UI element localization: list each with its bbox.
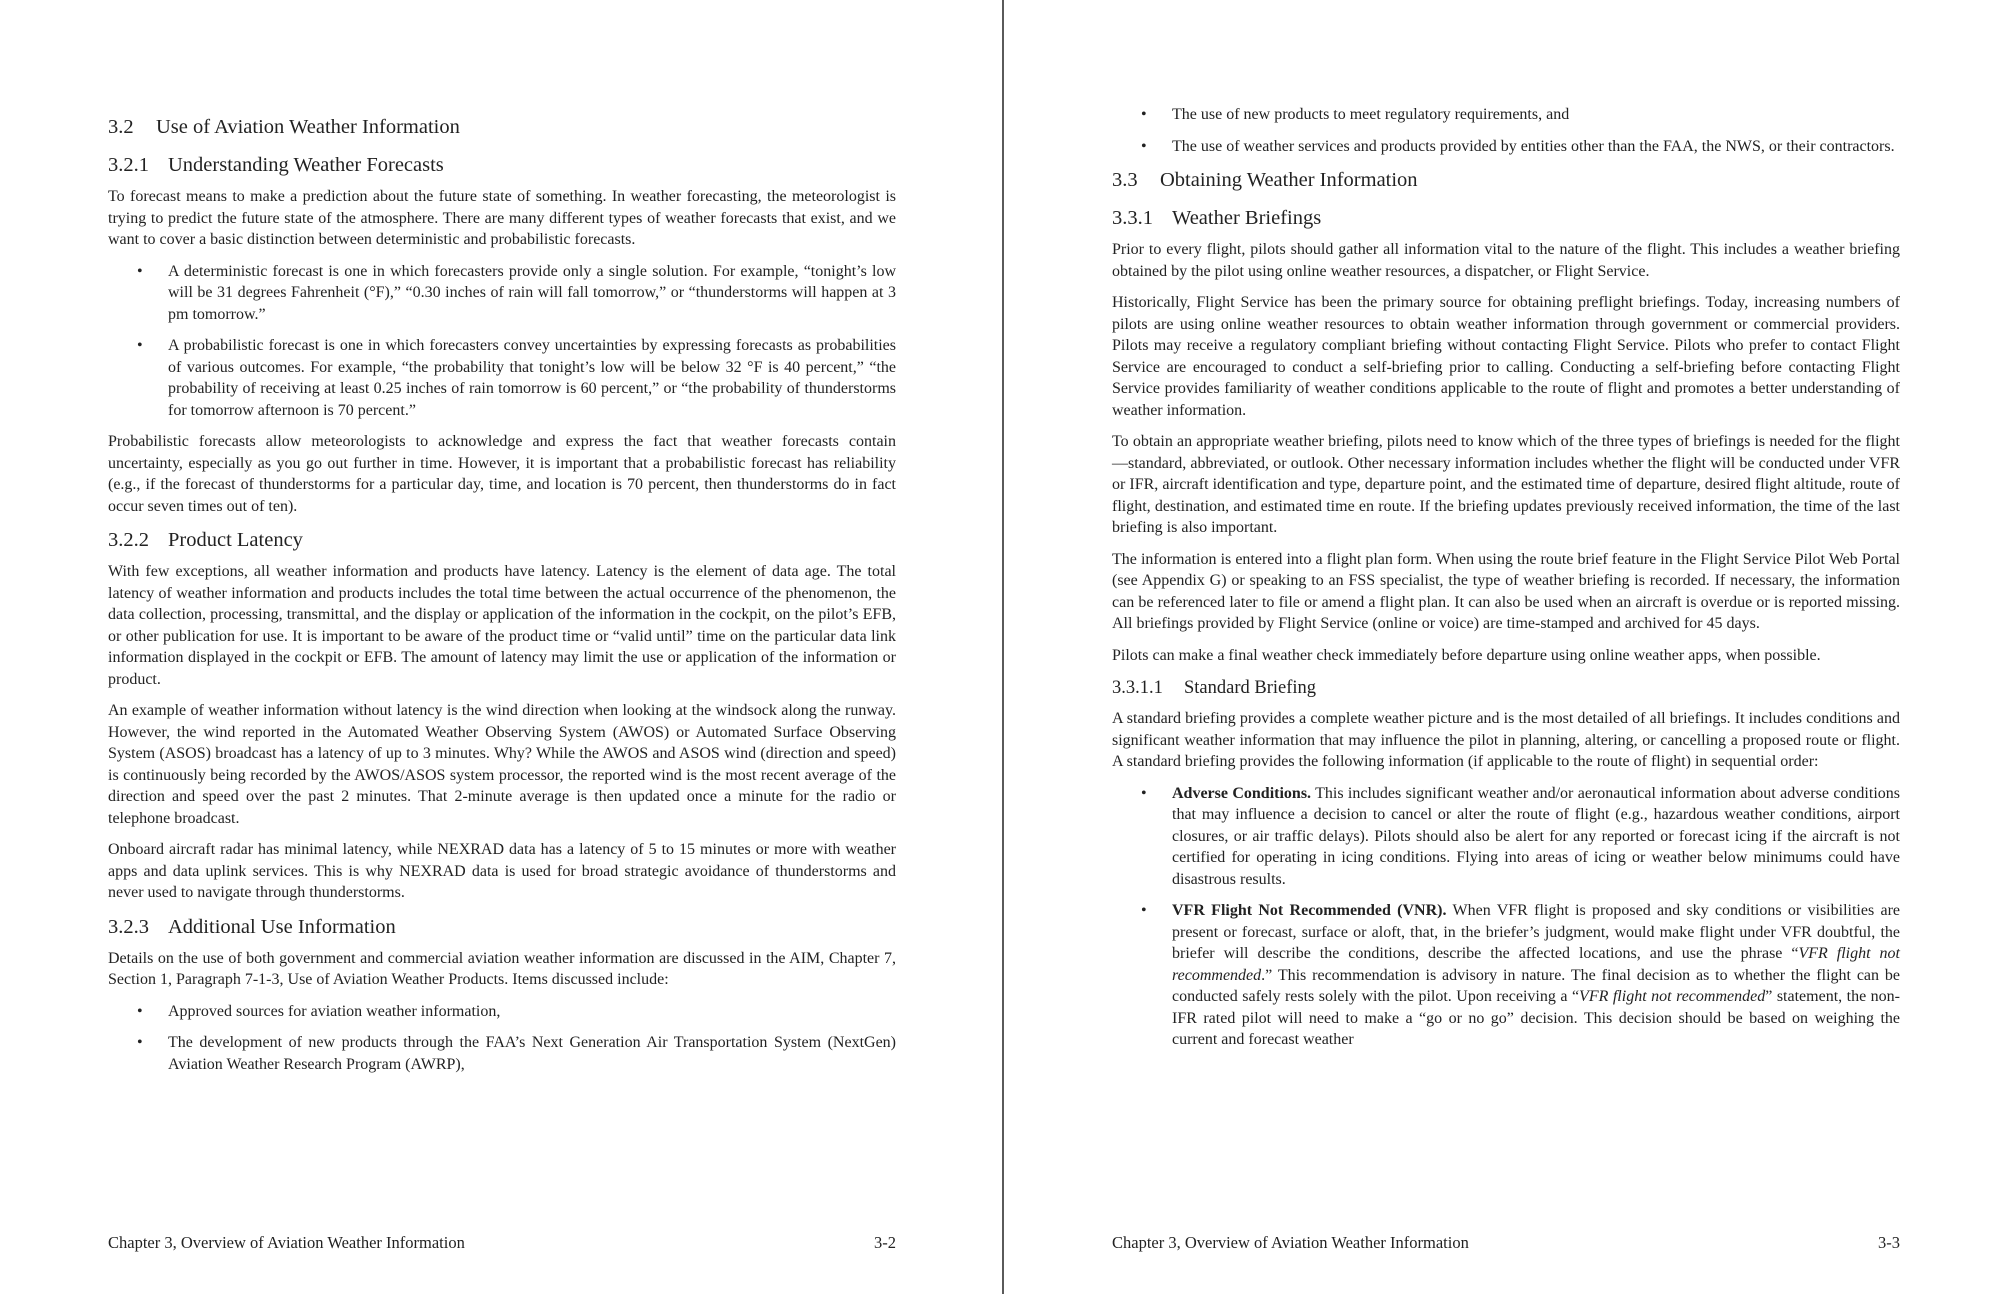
list-item: • The use of new products to meet regulatory requirements, and: [1112, 104, 1900, 126]
bullet-list: [1112, 783, 1900, 1051]
section-heading-3-2: [108, 114, 896, 140]
paragraph: Historically, Flight Service has been the primary source for obtaining preflight briefings. Today, increasing numbers of pilots are using online weather resources to obtain weather information through government or commercial providers. Pilots may receive a regulatory compliant briefing without contacting Flight Service. Pilots who prefer to contact Flight Service are encouraged to conduct a self-briefing prior to calling. Conducting a self-briefing before contacting Flight Service provides familiarity of weather conditions applicable to the route of flight and promotes a better understanding of weather information.: [1112, 294, 1900, 419]
paragraph: An example of weather information without latency is the wind direction when looking at the windsock along the runway. However, the wind reported in the Automated Weather Observing System (AWOS) or Automated Surface Observing System (ASOS) broadcast has a latency of up to 3 minutes. Why? While the AWOS and ASOS wind (direction and speed) is continuously being recorded by the AWOS/ASOS system processor, the reported wind is the most recent average of the direction and speed over the past 2 minutes. That 2-minute average is then updated once a minute for the radio or telephone broadcast.: [108, 702, 896, 827]
section-title: Use of Aviation Weather Information: [156, 116, 460, 138]
section-heading-3-2-1: [108, 152, 896, 178]
paragraph: Probabilistic forecasts allow meteorologists to acknowledge and express the fact that weather forecasts contain uncertainty, especially as you go out further in time. However, it is important that a probabilistic forecast has reliability (e.g., if the forecast of thunderstorms for a particular day, time, and location is 70 percent, then thunderstorms do in fact occur seven times out of ten).: [108, 433, 896, 515]
italic-phrase: VFR flight not recommended: [1579, 988, 1766, 1005]
bullet-list: [108, 1001, 896, 1076]
page-number: 3-3: [1878, 1233, 1900, 1252]
paragraph: A standard briefing provides a complete weather picture and is the most detailed of all briefings. It includes conditions and significant weather information that may influence the pilot in planning, altering, or cancelling a proposed route or flight. A standard briefing provides the following information (if applicable to the route of flight) in sequential order:: [1112, 710, 1900, 770]
page-right: [1112, 0, 1900, 1294]
bullet-list: [108, 261, 896, 422]
list-item-vnr: [1112, 900, 1900, 1051]
page-right-content: [1112, 104, 1900, 1061]
page-divider: [1002, 0, 1004, 1294]
list-item-lead: Adverse Conditions.: [1172, 784, 1312, 802]
section-title: Standard Briefing: [1184, 678, 1317, 698]
bullet-list: [1112, 104, 1900, 157]
page-left-content: [108, 114, 896, 1085]
section-title: Product Latency: [168, 529, 303, 551]
paragraph: Onboard aircraft radar has minimal latency, while NEXRAD data has a latency of 5 to 15 minutes or more with weather apps and data uplink services. This is why NEXRAD data is used for broad strategic avoidance of thunderstorms and never used to navigate through thunderstorms.: [108, 841, 896, 901]
section-heading-3-2-2: [108, 527, 896, 553]
list-item: • A deterministic forecast is one in which forecasters provide only a single solution. For example, “tonight’s low will be 31 degrees Fahrenheit (°F),” “0.30 inches of rain will fall tomorrow,” or “thunderstorms will happen at 3 pm tomorrow.”: [108, 261, 896, 326]
list-item-text: When VFR flight is proposed and sky conditions or visibilities are present or forecast, surface or aloft, that, in the briefer’s judgment, would make flight under VFR doubtful, the briefer will describe the conditions, describe the affected locations, and use the phrase “: [1172, 902, 1901, 962]
list-item-text: This includes significant weather and/or aeronautical information about adverse conditions that may influence a decision to cancel or alter the route of flight (e.g., hazardous weather conditions, airport closures, or air traffic delays). Pilots should also be alert for any reported or forecast icing if the aircraft is not certified for operating in icing conditions. Flying into areas of icing or weather below minimums could have disastrous results.: [1172, 784, 1900, 888]
section-title: Obtaining Weather Information: [1160, 169, 1418, 191]
list-item-adverse-conditions: [1112, 783, 1900, 891]
section-title: Additional Use Information: [168, 915, 396, 938]
list-item-text: .” This recommendation is advisory in nature. The final decision as to whether the flight can be conducted safely rests solely with the pilot. Upon receiving a “: [1172, 966, 1900, 1005]
paragraph: To obtain an appropriate weather briefing, pilots need to know which of the three types of briefings is needed for the flight—standard, abbreviated, or outlook. Other necessary information includes whether the flight will be conducted under VFR or IFR, aircraft identification and type, departure point, and the estimated time of departure, desired flight altitude, route of flight, destination, and estimated time en route. If the briefing updates previously received information, the time of the last briefing is also important.: [1112, 433, 1900, 536]
paragraph: Prior to every flight, pilots should gather all information vital to the nature of the flight. This includes a weather briefing obtained by the pilot using online weather resources, a dispatcher, or Flight Service.: [1112, 241, 1900, 280]
footer-chapter-title: Chapter 3, Overview of Aviation Weather Information: [108, 1233, 465, 1252]
paragraph: Pilots can make a final weather check immediately before departure using online weather apps, when possible.: [1112, 646, 1821, 664]
list-item-text: ” statement, the non-IFR rated pilot will need to make a “go or no go” decision. This decision should be based on weighing the current and forecast weather: [1172, 988, 1901, 1048]
section-number: 3.2.1: [108, 154, 149, 176]
section-heading-3-3-1-1: [1112, 676, 1900, 700]
section-title: Understanding Weather Forecasts: [168, 154, 444, 176]
section-heading-3-2-3: [108, 914, 896, 940]
list-item: • The use of weather services and products provided by entities other than the FAA, the NWS, or their contractors.: [1112, 136, 1900, 158]
section-number: 3.2.2: [108, 529, 149, 551]
paragraph: Details on the use of both government and commercial aviation weather information are discussed in the AIM, Chapter 7, Section 1, Paragraph 7-1-3, Use of Aviation Weather Products. Items discussed include:: [108, 949, 896, 988]
list-item: • The development of new products through the FAA’s Next Generation Air Transportation System (NextGen) Aviation Weather Research Program (AWRP),: [108, 1032, 896, 1075]
section-title: Weather Briefings: [1172, 207, 1322, 229]
section-number: 3.3.1: [1112, 207, 1153, 229]
section-number: 3.3: [1112, 169, 1138, 191]
list-item: • Approved sources for aviation weather information,: [108, 1001, 896, 1023]
list-item-lead: VFR Flight Not Recommended (VNR).: [1172, 902, 1447, 919]
section-number: 3.3.1.1: [1112, 678, 1163, 698]
page-left: [108, 0, 896, 1294]
italic-phrase: VFR flight not recommended: [1172, 945, 1900, 984]
paragraph: To forecast means to make a prediction about the future state of something. In weather forecasting, the meteorologist is trying to predict the future state of the atmosphere. There are many different types of weather forecasts that exist, and we want to cover a basic distinction between deterministic and probabilistic forecasts.: [108, 188, 896, 248]
section-heading-3-3: [1112, 167, 1900, 193]
paragraph: With few exceptions, all weather information and products have latency. Latency is the element of data age. The total latency of weather information and products includes the total time between the actual occurrence of the phenomenon, the data collection, processing, transmittal, and the display or application of the information in the cockpit, on the pilot’s EFB, or other publication for use. It is important to be aware of the product time or “valid until” time on the particular data link information displayed in the cockpit or EFB. The amount of latency may limit the use or application of the information or product.: [108, 563, 896, 688]
section-number: 3.2.3: [108, 915, 149, 938]
page-number: 3-2: [874, 1233, 896, 1252]
section-heading-3-3-1: [1112, 205, 1900, 231]
paragraph: The information is entered into a flight plan form. When using the route brief feature in the Flight Service Pilot Web Portal (see Appendix G) or speaking to an FSS specialist, the type of weather briefing is recorded. If necessary, the information can be referenced later to file or amend a flight plan. It can also be used when an aircraft is overdue or is reported missing. All briefings provided by Flight Service (online or voice) are time-stamped and archived for 45 days.: [1112, 550, 1900, 632]
section-number: 3.2: [108, 116, 134, 138]
footer-chapter-title: Chapter 3, Overview of Aviation Weather Information: [1112, 1233, 1469, 1252]
list-item: • A probabilistic forecast is one in which forecasters convey uncertainties by expressing forecasts as probabilities of various outcomes. For example, “the probability that tonight’s low will be below 32 °F is 40 percent,” “the probability of receiving at least 0.25 inches of rain tomorrow is 60 percent,” or “the probability of thunderstorms for tomorrow afternoon is 70 percent.”: [108, 335, 896, 421]
